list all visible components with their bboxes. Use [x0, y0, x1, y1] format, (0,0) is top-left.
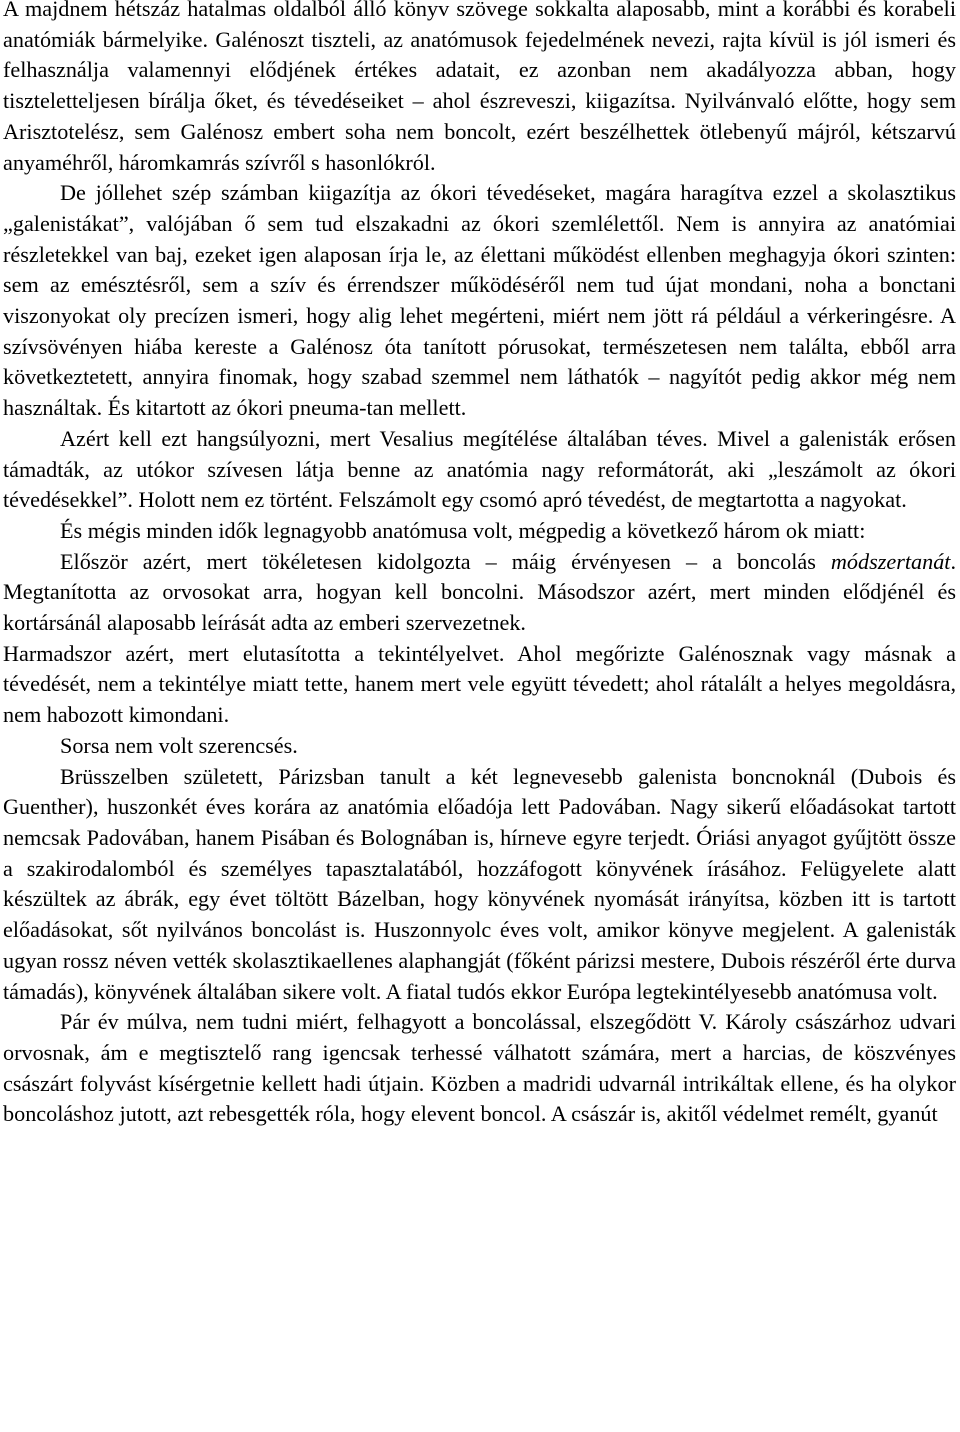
paragraph-court-physician: Pár év múlva, nem tudni miért, felhagyott a boncolással, elszegődött V. Károly császárhoz udvari orvosnak, ám e megtisztelő rang igencsak terhessé válhatott számára, mert a harcias, de köszvényes császárt folyvást kísérgetnie kellett hadi útjain. Közben a madridi udvarnál intrikáltak ellene, és ha olykor boncoláshoz jutott, azt rebesgették róla, hogy elevent boncol. A császár is, akitől védelmet remélt, gyanút [3, 1009, 956, 1127]
paragraph-galenists: De jóllehet szép számban kiigazítja az ókori tévedéseket, magára haragítva ezzel a skolasztikus „galenistákat”, valójában ő sem tud elszakadni az ókori szemlélettől. Nem is annyira az anatómiai részletekkel van baj, ezeket igen alaposan írja le, az élettani működést ellenben meghagyja ókori szinten: sem az emésztésről, sem a szív és érrendszer működéséről nem tud újat mondani, noha a bonctani viszonyokat oly precízen ismeri, hogy alig lehet megérteni, miért nem jött rá például a vérkeringésre. A szívsövényen hiába kereste a Galénosz óta tanított pórusokat, természetesen nem találta, ebből arra következtetett, annyira finomak, hogy szabad szemmel nem láthatók – nagyítót pedig akkor még nem használtak. És kitartott az ókori pneuma-tan mellett. [3, 180, 956, 421]
method-text-after: . Megtanította az orvosokat arra, hogyan kell boncolni. Másodszor azért, mert minden elődjénél és kortársánál alaposabb leírását adta az emberi szervezetnek. [3, 548, 956, 636]
paragraph-three-reasons: És mégis minden idők legnagyobb anatómusa volt, mégpedig a következő három ok miatt: [60, 517, 866, 543]
paragraph-judgement: Azért kell ezt hangsúlyozni, mert Vesalius megítélése általában téves. Mivel a galenisták erősen támadták, az utókor szívesen látja benne az anatómia nagy reformátorát, aki „leszámolt az ókori tévedésekkel”. Holott nem ez történt. Felszámolt egy csomó apró tévedést, de megtartotta a nagyokat. [3, 425, 956, 513]
paragraph-book-text: A majdnem hétszáz hatalmas oldalból álló könyv szövege sokkalta alaposabb, mint a korábbi és korabeli anatómiák bármelyike. Galénoszt tiszteli, az anatómusok fejedelmének nevezi, rajta kívül is jól ismeri és felhasználja valamennyi elődjének értékes adatait, ez azonban nem akadályozza abban, hogy tiszteletteljesen bírálja őket, és tévedéseiket – ahol észreveszi, kiigazítsa. Nyilvánvaló előtte, hogy sem Arisztotelész, sem Galénosz embert soha nem boncolt, ezért beszélhettek ötlebenyű májról, kétszarvú anyaméhről, háromkamrás szívről s hasonlókról. [3, 0, 956, 175]
paragraph-method [3, 547, 956, 639]
paragraph-fate: Sorsa nem volt szerencsés. [60, 732, 298, 758]
method-emphasis: módszertanát [830, 548, 951, 574]
paragraph-authority: Harmadszor azért, mert elutasította a tekintélyelvet. Ahol megőrizte Galénosznak vagy másnak a tévedését, nem a tekintélye miatt tette, hanem mert vele együtt tévedett; ahol rátalált a helyes megoldásra, nem habozott kimondani. [3, 640, 956, 728]
paragraph-biography: Brüsszelben született, Párizsban tanult a két legnevesebb galenista boncnoknál (Dubois és Guenther), huszonkét éves korára az anatómia előadója lett Padovában. Nagy sikerű előadásokat tartott nemcsak Padovában, hanem Pisában és Bolognában is, hírneve egyre terjedt. Óriási anyagot gyűjtött össze a szakirodalomból és személyes tapasztalatából, hozzáfogott könyvének írásához. Felügyelete alatt készültek az ábrák, egy évet töltött Bázelban, hogy könyvének nyomását irányítsa, közben itt is tartott előadásokat, sőt nyilvános boncolást is. Huszonnyolc éves volt, amikor könyve megjelent. A galenisták ugyan rossz néven vették skolasztikaellenes alaphangját (főként párizsi mestere, Dubois részéről érte durva támadás), könyvének általában sikere volt. A fiatal tudós ekkor Európa legtekintélyesebb anatómusa volt. [3, 763, 956, 1004]
method-text-before: Először azért, mert tökéletesen kidolgozta – máig érvényesen – a boncolás [60, 548, 831, 574]
